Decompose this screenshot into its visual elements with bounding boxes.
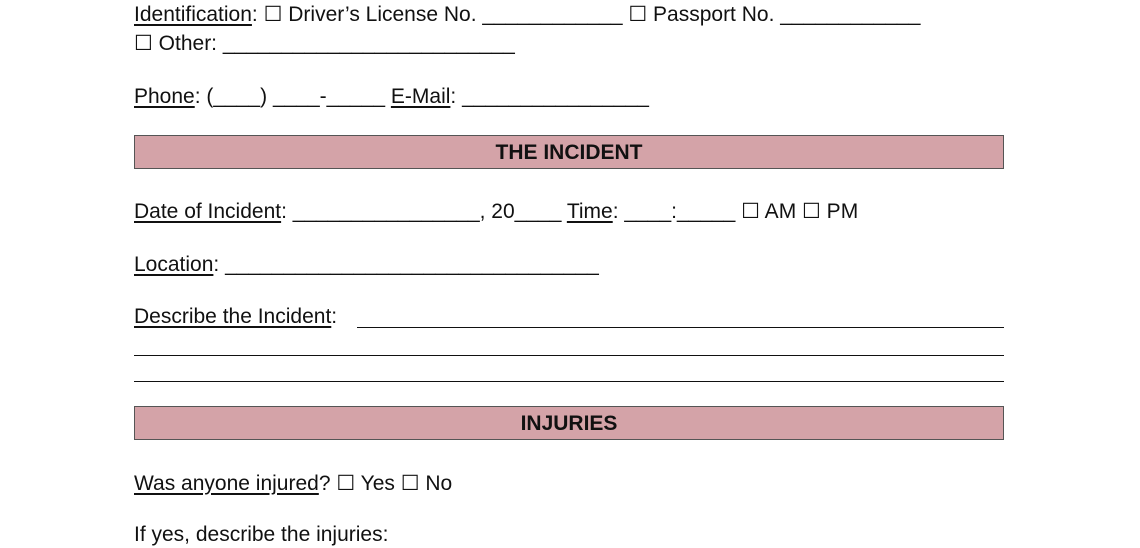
time-field[interactable]: : ____:_____ ☐ AM ☐ PM [612,200,859,223]
location-row [134,252,599,278]
time-label: Time [566,200,613,223]
phone-field[interactable]: : (____) ____-_____ [194,85,391,108]
location-label: Location [134,253,214,276]
location-field[interactable]: : ________________________________ [213,253,599,276]
identification-other-row[interactable]: ☐ Other: _________________________ [134,32,515,55]
describe-incident-colon: : [331,305,343,328]
identification-row [134,2,920,28]
injured-question-row [134,471,452,497]
injured-question-label: Was anyone injured [134,472,319,495]
describe-incident-line-1[interactable] [357,327,1004,328]
email-field[interactable]: : ________________ [450,85,649,108]
contact-row [134,84,649,110]
section-header-incident: THE INCIDENT [134,135,1004,169]
injured-yes-no-options[interactable]: ? ☐ Yes ☐ No [318,472,453,495]
date-label: Date of Incident [134,200,282,223]
date-time-row [134,199,858,225]
identification-label: Identification [134,3,252,26]
date-field[interactable]: : ________________, 20____ [281,200,567,223]
identification-options[interactable]: : ☐ Driver’s License No. ____________ ☐ Passport No. ____________ [251,3,921,26]
describe-incident-label: Describe the Incident [134,305,332,328]
describe-incident-line-3[interactable] [134,381,1004,382]
section-header-injuries: INJURIES [134,406,1004,440]
describe-incident-line-2[interactable] [134,355,1004,356]
describe-injuries-label: If yes, describe the injuries: [134,523,389,546]
phone-label: Phone [134,85,195,108]
email-label: E-Mail [390,85,451,108]
describe-incident-row [134,304,343,330]
